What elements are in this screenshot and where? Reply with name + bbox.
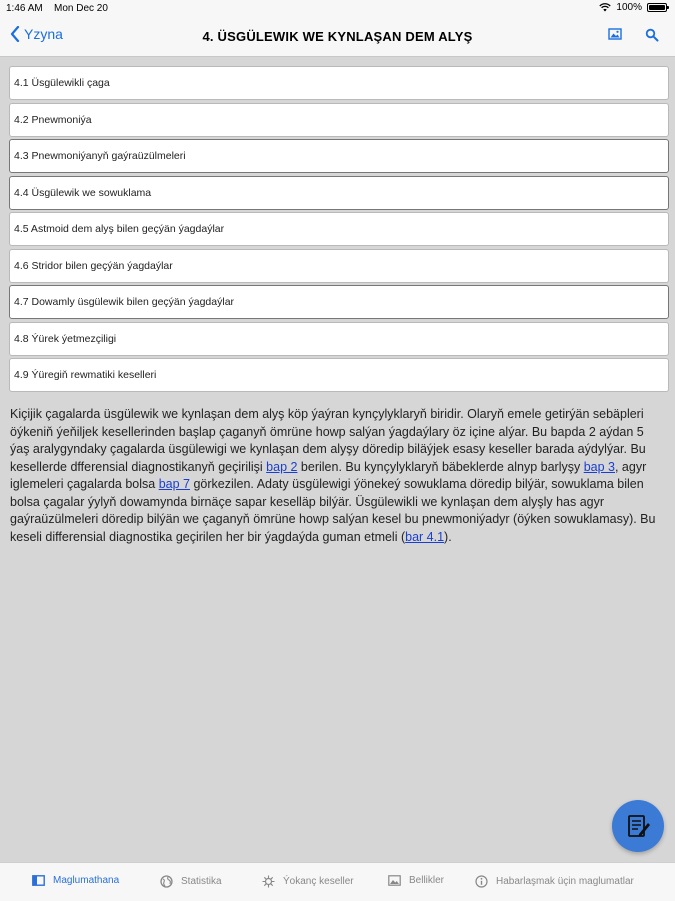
status-time: 1:46 AM bbox=[6, 3, 43, 14]
section-label: 4.6 Stridor bilen geçýän ýagdaýlar bbox=[14, 259, 173, 272]
back-label: Yzyna bbox=[24, 26, 63, 42]
section-label: 4.5 Astmoid dem alyş bilen geçýän ýagdaýlar bbox=[14, 223, 225, 235]
tab-statistika[interactable] bbox=[160, 875, 222, 888]
tab-label: Statistika bbox=[181, 876, 222, 887]
tab-label: Bellikler bbox=[409, 875, 445, 886]
section-label: 4.4 Üsgülewik we sowuklama bbox=[14, 186, 152, 199]
tab-maglumathana[interactable] bbox=[32, 875, 119, 886]
virus-icon bbox=[262, 875, 275, 888]
link-bap-3[interactable]: bap 3 bbox=[583, 459, 615, 474]
section-item[interactable] bbox=[9, 176, 669, 210]
tab-label: Maglumathana bbox=[53, 875, 120, 886]
info-icon bbox=[475, 875, 488, 888]
tab-label: Ýokanç keseller bbox=[283, 876, 354, 887]
section-label: 4.8 Ýürek ýetmezçiligi bbox=[14, 332, 117, 345]
status-bar bbox=[0, 0, 675, 18]
link-bar-4-1[interactable]: bar 4.1 bbox=[405, 529, 445, 544]
section-item[interactable] bbox=[9, 103, 669, 137]
book-icon bbox=[32, 875, 45, 886]
section-item[interactable] bbox=[9, 285, 669, 319]
tab-yokanc-keseller[interactable] bbox=[262, 875, 354, 888]
section-label: 4.1 Üsgülewikli çaga bbox=[14, 77, 110, 89]
tab-bar bbox=[0, 862, 675, 901]
image-icon[interactable] bbox=[608, 28, 622, 40]
body-text: görkezilen. Adaty üsgülewigi ýönekeý sowuklama döredip bilýär, sowuklama bilen bolsa çagalar ýylyň dowamynda birnäçe sapar keselläp bilýär. Üsgülewikli we kynlaşan dem alyşly has agyr gaýraüzülmeleri döredip bilýän we çaganyň ömrüne howp salýan kesel bu pnewmoniýadyr (öýken sowuklamasy). Bu keseli differensial diagnostika geçirilen her bir ýagdaýda guman etmeli ( bbox=[10, 477, 656, 544]
battery-icon bbox=[647, 3, 667, 12]
page-title: 4. ÜSGÜLEWIK WE KYNLAŞAN DEM ALYŞ bbox=[202, 29, 473, 44]
link-bap-7[interactable]: bap 7 bbox=[158, 477, 190, 491]
section-item[interactable] bbox=[9, 249, 669, 283]
section-item[interactable] bbox=[9, 322, 669, 356]
search-icon[interactable] bbox=[645, 28, 659, 42]
body-text: ). bbox=[444, 529, 452, 544]
link-bap-2[interactable]: bap 2 bbox=[266, 459, 298, 474]
section-item[interactable] bbox=[9, 358, 669, 392]
tab-habarlasmak[interactable] bbox=[475, 875, 634, 888]
image-icon bbox=[388, 875, 401, 886]
notes-fab-button[interactable] bbox=[612, 800, 664, 852]
chapter-intro-text bbox=[10, 406, 665, 546]
body-text: Kiçijik çagalarda üsgülewik we kynlaşan dem alyş köp ýaýran kynçylyklaryň biridir. Olaryň emele getirýän sebäpleri öýkeniň ýeňiljek kesellerinden başlap çaganyň ömrüne howp salýan ýagdaýlary öz içine alýar. Bu bapda 2 aýdan 5 ýaş aralygyndaky çagalarda üsgülewigi we kynlaşan dem alyşy döredip biläýjek esasy keseller barada aýdylýar. Bu kesellerde dfferensial diagnostikanyň geçirilişi bbox=[10, 407, 646, 474]
globe-icon bbox=[160, 875, 173, 888]
status-date: Mon Dec 20 bbox=[54, 3, 108, 14]
body-text: berilen. Bu kynçylyklaryň bäbeklerde alnyp barlyşy bbox=[297, 459, 584, 474]
tab-bellikler[interactable] bbox=[388, 875, 444, 886]
tab-label: Habarlaşmak üçin maglumatlar bbox=[496, 876, 634, 887]
section-label: 4.3 Pnewmoniýanyň gaýraüzülmeleri bbox=[14, 150, 186, 162]
wifi-icon bbox=[599, 3, 611, 12]
body-text: , agyr iglemeleri çagalarda bolsa bbox=[10, 459, 647, 491]
edit-note-icon bbox=[624, 812, 652, 840]
section-item[interactable] bbox=[9, 139, 669, 173]
battery-percent: 100% bbox=[616, 2, 642, 13]
section-label: 4.2 Pnewmoniýa bbox=[14, 113, 92, 126]
section-label: 4.9 Ýüregiň rewmatiki keselleri bbox=[14, 369, 157, 381]
section-item[interactable] bbox=[9, 66, 669, 100]
section-label: 4.7 Dowamly üsgülewik bilen geçýän ýagdaýlar bbox=[14, 296, 235, 308]
section-item[interactable] bbox=[9, 212, 669, 246]
section-list bbox=[9, 66, 669, 395]
nav-bar bbox=[0, 18, 675, 57]
